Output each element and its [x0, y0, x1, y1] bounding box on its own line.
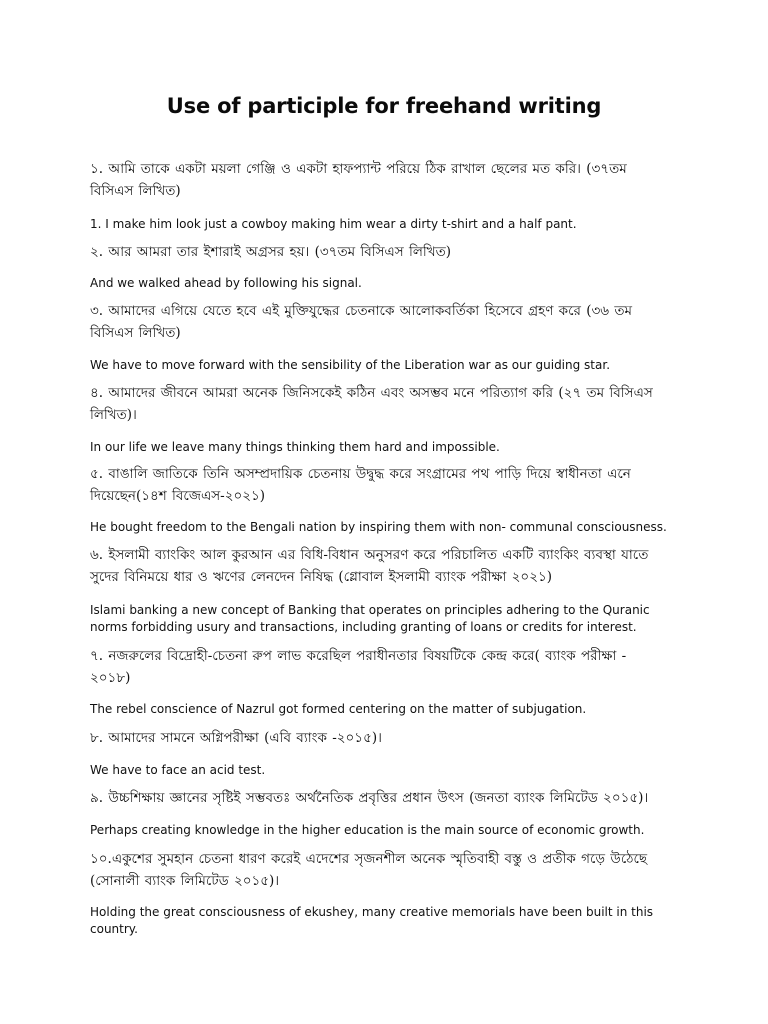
item-10-bangla: ১০.একুশের সুমহান চেতনা ধারণ করেই এদেশের সৃজনশীল অনেক স্মৃতিবাহী বস্তু ও প্রতীক গড়ে উঠেছে (সোনালী ব্যাংক লিমিটেড ২০১৫)। — [90, 851, 648, 889]
item-5-english: He bought freedom to the Bengali nation by inspiring them with non- communal consciousness. — [90, 520, 667, 534]
item-6-bangla: ৬. ইসলামী ব্যাংকিং আল কুরআন এর বিধি-বিধান অনুসরণ করে পরিচালিত একটি ব্যাংকিং ব্যবস্থা যাতে সুদের বিনিময়ে ধার ও ঋণের লেনদেন নিষিদ্ধ (গ্লোবাল ইসলামী ব্যাংক পরীক্ষা ২০২১) — [90, 547, 649, 585]
item-2-bangla: ২. আর আমরা তার ইশারাই অগ্রসর হয়। (৩৭তম বিসিএস লিখিত) — [90, 244, 452, 260]
item-7-english: The rebel conscience of Nazrul got formed centering on the matter of subjugation. — [90, 702, 587, 716]
item-6-english: Islami banking a new concept of Banking that operates on principles adhering to the Quranic norms forbidding usury and transactions, including granting of loans or credits for interest. — [90, 603, 650, 634]
item-4-english: In our life we leave many things thinking them hard and impossible. — [90, 440, 500, 454]
item-1-bangla: ১. আমি তাকে একটা ময়লা গেঞ্জি ও একটা হাফপ্যান্ট পরিয়ে ঠিক রাখাল ছেলের মত করি। (৩৭তম বিসিএস লিখিত) — [90, 161, 627, 199]
item-5-bangla: ৫. বাঙালি জাতিকে তিনি অসম্প্রদায়িক চেতনায় উদ্বুদ্ধ করে সংগ্রামের পথ পাড়ি দিয়ে স্বাধীনতা এনে দিয়েছেন(১৪শ বিজেএস-২০২১) — [90, 466, 631, 504]
item-8-bangla: ৮. আমাদের সামনে অগ্নিপরীক্ষা (এবি ব্যাংক -২০১৫)। — [90, 730, 382, 746]
item-8-english: We have to face an acid test. — [90, 763, 266, 777]
item-3-bangla: ৩. আমাদের এগিয়ে যেতে হবে এই মুক্তিযুদ্ধের চেতনাকে আলোকবর্তিকা হিসেবে গ্রহণ করে (৩৬ তম বিসিএস লিখিত) — [90, 303, 632, 341]
item-9-bangla: ৯. উচ্চশিক্ষায় জ্ঞানের সৃষ্টিই সম্ভবতঃ অর্থনৈতিক প্রবৃত্তির প্রধান উৎস (জনতা ব্যাংক লিমিটেড ২০১৫)। — [90, 790, 649, 806]
item-9-english: Perhaps creating knowledge in the higher education is the main source of economic growth. — [90, 823, 645, 837]
item-7-bangla: ৭. নজরুলের বিদ্রোহী-চেতনা রুপ লাভ করেছিল পরাধীনতার বিষয়টিকে কেন্দ্র করে( ব্যাংক পরীক্ষা - ২০১৮) — [90, 648, 627, 686]
item-1-english: 1. I make him look just a cowboy making him wear a dirty t-shirt and a half pant. — [90, 217, 577, 231]
item-2-english: And we walked ahead by following his signal. — [90, 276, 362, 290]
item-4-bangla: ৪. আমাদের জীবনে আমরা অনেক জিনিসকেই কঠিন এবং অসম্ভব মনে পরিত্যাগ করি (২৭ তম বিসিএস লিখিত)। — [90, 385, 653, 423]
page-title: Use of participle for freehand writing — [166, 94, 602, 118]
item-3-english: We have to move forward with the sensibility of the Liberation war as our guiding star. — [90, 358, 611, 372]
item-10-english: Holding the great consciousness of ekushey, many creative memorials have been built in this country. — [90, 905, 654, 936]
